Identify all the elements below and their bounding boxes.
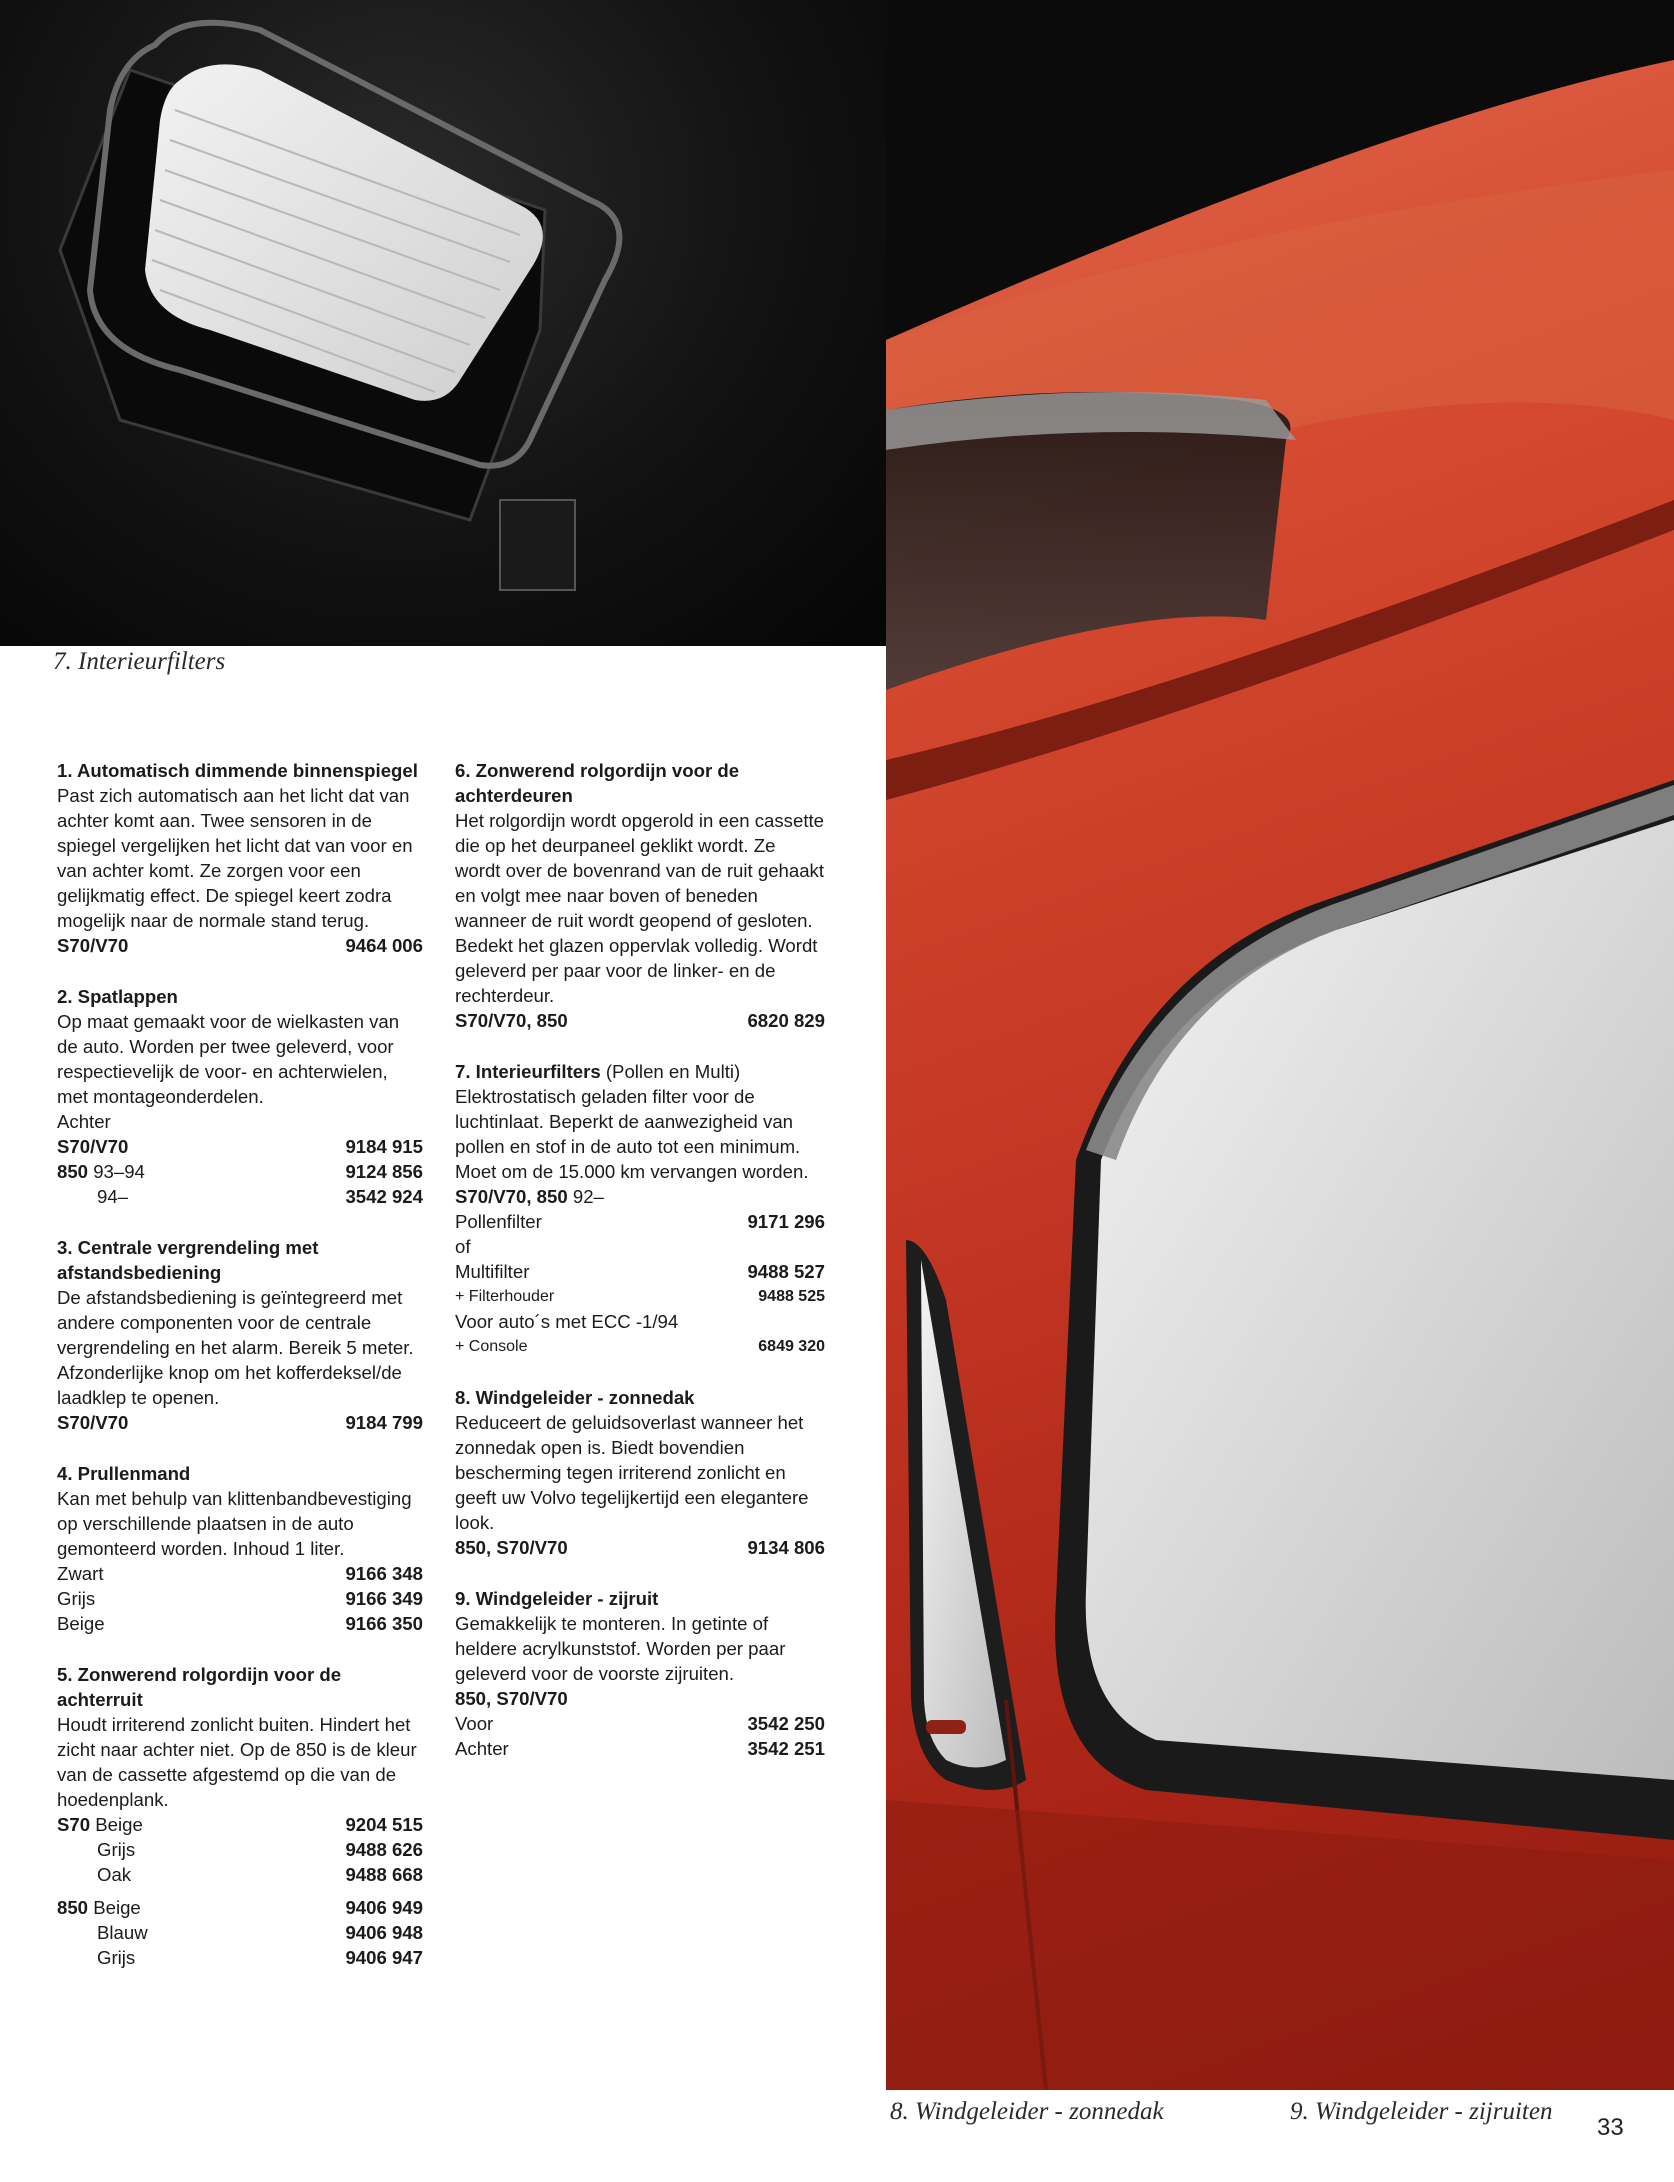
part-number: 9488 668 <box>345 1864 423 1885</box>
middle-text-column <box>455 758 825 1787</box>
color-label: Blauw <box>97 1922 148 1943</box>
part-row <box>57 1586 423 1611</box>
part-row <box>57 1159 423 1184</box>
part-number: 9124 856 <box>345 1161 423 1182</box>
item-9 <box>455 1586 825 1761</box>
color-label: Zwart <box>57 1563 104 1584</box>
color-label: Beige <box>88 1897 141 1918</box>
model-line: 850, S70/V70 <box>455 1688 568 1709</box>
part-row <box>455 1535 825 1560</box>
part-row <box>57 933 423 958</box>
item-2 <box>57 984 423 1209</box>
item-title-main: 7. Interieurfilters <box>455 1061 601 1082</box>
item-8 <box>455 1385 825 1560</box>
part-number: 9488 527 <box>747 1261 825 1282</box>
part-number: 9406 948 <box>345 1922 423 1943</box>
part-row <box>57 1134 423 1159</box>
item-description: Op maat gemaakt voor de wielkasten van de auto. Worden per twee geleverd, voor respectievelijk de voor- en achterwielen, met montageonderdelen. <box>57 1011 400 1107</box>
part-row <box>455 1259 825 1284</box>
item-description: Gemakkelijk te monteren. In getinte of heldere acrylkunststof. Worden per paar geleverd voor de voorste zijruiten. <box>455 1613 786 1684</box>
color-label: Beige <box>57 1613 105 1634</box>
variant-label: of <box>455 1236 471 1257</box>
position-label: Voor <box>455 1713 494 1734</box>
part-number: 9406 947 <box>345 1947 423 1968</box>
model-bold: 850 <box>57 1897 89 1918</box>
item-title: 4. Prullenmand <box>57 1463 191 1484</box>
item-description: De afstandsbediening is geïntegreerd met andere componenten voor de centrale vergrendeling en het alarm. Bereik 5 meter. Afzonderlijke knop om het kofferdeksel/de laadklep te openen. <box>57 1287 414 1408</box>
model-label: 94– <box>97 1186 129 1207</box>
item-description: Reduceert de geluidsoverlast wanneer het zonnedak open is. Biedt bovendien bescherming tegen irriterend zonlicht en geeft uw Volvo tegelijkertijd een elegantere look. <box>455 1412 809 1533</box>
variant-label: + Console <box>455 1338 528 1355</box>
part-row <box>57 1410 423 1435</box>
part-number: 9464 006 <box>345 935 423 956</box>
item-1 <box>57 758 423 958</box>
part-row <box>57 1837 423 1862</box>
part-number: 9134 806 <box>747 1537 825 1558</box>
car-wind-deflector-photo <box>886 0 1674 2090</box>
item-5 <box>57 1662 423 1970</box>
item-description: Kan met behulp van klittenbandbevestiging op verschillende plaatsen in de auto gemonteerd worden. Inhoud 1 liter. <box>57 1488 412 1559</box>
interior-filter-photo <box>0 0 886 646</box>
item-title: 1. Automatisch dimmende binnenspiegel <box>57 760 418 781</box>
model-bold: S70/V70, 850 <box>455 1186 568 1207</box>
model-years: 92– <box>567 1186 604 1207</box>
model-label: 850, S70/V70 <box>455 1537 568 1558</box>
part-number: 3542 251 <box>747 1738 825 1759</box>
item-7 <box>455 1059 825 1359</box>
part-row <box>57 1812 423 1837</box>
variant-label: + Filterhouder <box>455 1288 555 1305</box>
part-row <box>57 1920 423 1945</box>
part-number: 6849 320 <box>758 1338 825 1355</box>
color-label: Grijs <box>57 1588 96 1609</box>
item-description: Elektrostatisch geladen filter voor de luchtinlaat. Beperkt de aanwezigheid van pollen en stof in de auto tot een minimum. Moet om de 15.000 km vervangen worden. <box>455 1086 809 1182</box>
item-4 <box>57 1461 423 1636</box>
color-label: Grijs <box>97 1947 136 1968</box>
item-description: Het rolgordijn wordt opgerold in een cassette die op het deurpaneel geklikt wordt. Ze wordt over de bovenrand van de ruit gehaakt en volgt mee naar boven of beneden wanneer de ruit wordt geopend of gesloten. Bedekt het glazen oppervlak volledig. Wordt geleverd per paar voor de linker- en de rechterdeur. <box>455 810 825 1006</box>
item-title: 3. Centrale vergrendeling met afstandsbediening <box>57 1237 319 1283</box>
part-row <box>57 1561 423 1586</box>
part-row <box>57 1895 423 1920</box>
item-3 <box>57 1235 423 1435</box>
item-description: Houdt irriterend zonlicht buiten. Hindert het zicht naar achter niet. Op de 850 is de kleur van de cassette afgestemd op die van de hoedenplank. <box>57 1714 417 1810</box>
item-6 <box>455 758 825 1033</box>
model-label: S70/V70, 850 <box>455 1010 568 1031</box>
part-row <box>455 1234 825 1259</box>
item-title: 8. Windgeleider - zonnedak <box>455 1387 695 1408</box>
part-number: 9166 348 <box>345 1563 423 1584</box>
model-label <box>57 1159 145 1184</box>
part-row <box>455 1008 825 1033</box>
model-label <box>57 1895 141 1920</box>
part-row <box>455 1334 825 1359</box>
part-row <box>57 1862 423 1887</box>
item-description: Past zich automatisch aan het licht dat van achter komt aan. Twee sensoren in de spiegel vergelijken het licht dat van voor en van achter komt. Ze zorgen voor een gelijkmatig effect. De spiegel keert zodra mogelijk naar de normale stand terug. <box>57 785 413 931</box>
color-label: Oak <box>97 1864 132 1885</box>
model-line <box>455 1184 825 1209</box>
part-number: 9171 296 <box>747 1211 825 1232</box>
part-row <box>57 1184 423 1209</box>
item-title: 9. Windgeleider - zijruit <box>455 1588 659 1609</box>
item-title-sub: (Pollen en Multi) <box>600 1061 741 1082</box>
part-number: 9406 949 <box>345 1897 423 1918</box>
item-title: 2. Spatlappen <box>57 986 178 1007</box>
item-title: 6. Zonwerend rolgordijn voor de achterdeuren <box>455 760 740 806</box>
variant-label: Pollenfilter <box>455 1211 542 1232</box>
part-number: 3542 250 <box>747 1713 825 1734</box>
part-row <box>57 1611 423 1636</box>
part-row <box>455 1736 825 1761</box>
variant-label: Voor auto´s met ECC -1/94 <box>455 1311 679 1332</box>
caption-roof-deflector: 8. Windgeleider - zonnedak <box>890 2098 1164 2125</box>
model-label: S70/V70 <box>57 1412 129 1433</box>
part-number: 9184 915 <box>345 1136 423 1157</box>
position-label: Achter <box>455 1738 509 1759</box>
position-label: Achter <box>57 1111 111 1132</box>
color-label: Grijs <box>97 1839 136 1860</box>
color-label: Beige <box>90 1814 143 1835</box>
model-bold: S70 <box>57 1814 91 1835</box>
part-number: 9166 350 <box>345 1613 423 1634</box>
part-number: 9204 515 <box>345 1814 423 1835</box>
caption-interior-filter: 7. Interieurfilters <box>53 648 226 675</box>
part-row <box>455 1209 825 1234</box>
caption-side-deflector: 9. Windgeleider - zijruiten <box>1290 2098 1553 2125</box>
variant-label: Multifilter <box>455 1261 530 1282</box>
part-number: 9166 349 <box>345 1588 423 1609</box>
part-row <box>455 1711 825 1736</box>
model-label <box>57 1812 143 1837</box>
model-label: S70/V70 <box>57 1136 129 1157</box>
part-number: 9488 525 <box>758 1288 825 1305</box>
left-text-column <box>57 758 423 1996</box>
part-row <box>455 1284 825 1309</box>
item-title <box>455 1059 825 1084</box>
part-row <box>455 1309 825 1334</box>
part-number: 3542 924 <box>345 1186 423 1207</box>
page-number: 33 <box>1597 2114 1624 2141</box>
item-title: 5. Zonwerend rolgordijn voor de achterruit <box>57 1664 342 1710</box>
model-label: S70/V70 <box>57 935 129 956</box>
part-row <box>57 1945 423 1970</box>
model-bold: 850 <box>57 1161 89 1182</box>
model-years: 93–94 <box>88 1161 145 1182</box>
part-number: 9184 799 <box>345 1412 423 1433</box>
part-number: 9488 626 <box>345 1839 423 1860</box>
part-number: 6820 829 <box>747 1010 825 1031</box>
